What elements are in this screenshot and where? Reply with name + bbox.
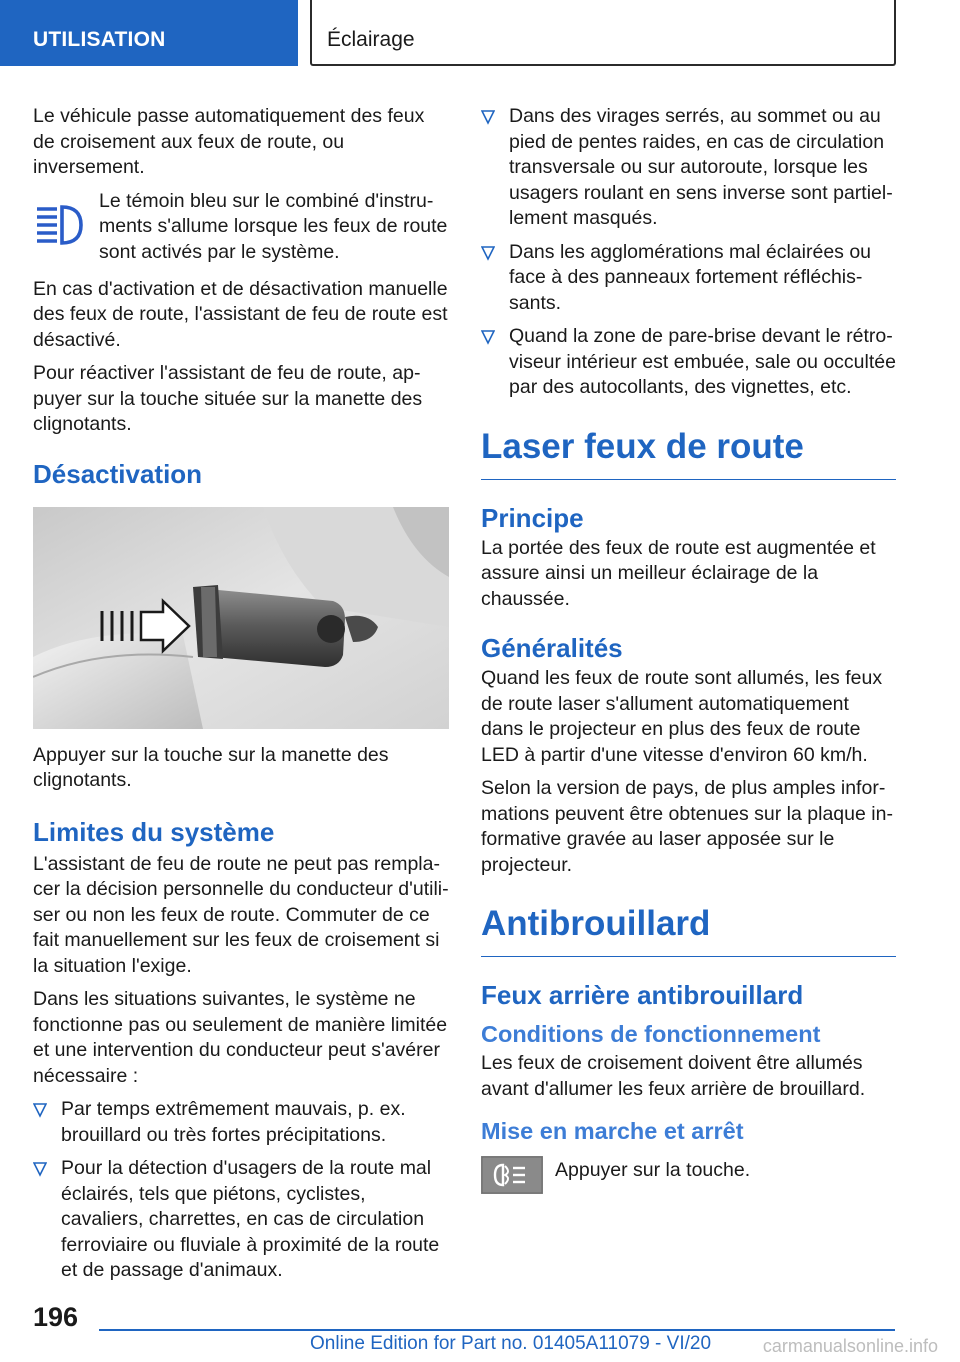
triangle-bullet-icon <box>33 1099 47 1119</box>
left-column <box>33 104 449 1292</box>
triangle-bullet-icon <box>33 1158 47 1178</box>
list-item-text: Dans les agglomérations mal éclairées ou face à des panneaux fortement réfléchissants. <box>509 240 872 314</box>
list-item <box>33 1097 449 1148</box>
chapter-tab <box>0 0 298 66</box>
footer-rule <box>99 1329 895 1331</box>
paragraph: L'assistant de feu de route ne peut pas remplacer la décision personnelle du conducteur d'utiliser ou non les feux de route. Commuter de ce fait manuellement sur les feux de croisement si la situation l'exige. <box>33 852 449 977</box>
paragraph: Les feux de croisement doivent être allumés avant d'allumer les feux arrière de brouillard. <box>481 1052 866 1100</box>
edition-text: Online Edition for Part no. 01405A11079 - VI/20 <box>310 1333 712 1354</box>
button-block <box>481 1156 896 1196</box>
paragraph: Appuyer sur la touche sur la manette des clignotants. <box>33 743 389 791</box>
paragraph: Dans les situations suivantes, le système ne fonctionne pas ou seulement de manière limitée et une intervention du conducteur peut s'avérer nécessaire : <box>33 988 448 1087</box>
watermark: carmanualsonline.info <box>762 1336 938 1356</box>
limits-list-right <box>481 104 896 401</box>
heading-mise-en-marche: Mise en marche et arrêt <box>481 1118 744 1144</box>
list-item-text: Par temps extrêmement mauvais, p. ex. brouillard ou très fortes précipitations. <box>61 1098 406 1146</box>
heading-desactivation: Désactivation <box>33 458 203 489</box>
heading-antibrouillard: Antibrouillard <box>481 902 896 957</box>
list-item <box>481 104 896 232</box>
paragraph: Appuyer sur la touche. <box>555 1159 751 1181</box>
heading-generalites: Généralités <box>481 633 623 663</box>
paragraph: Pour réactiver l'assistant de feu de route, appuyer sur la touche située sur la manette des clignotants. <box>33 362 423 435</box>
heading-limites: Limites du système <box>33 816 275 847</box>
section-header <box>310 0 896 66</box>
triangle-bullet-icon <box>481 106 495 126</box>
list-item <box>481 324 896 401</box>
indicator-block <box>33 189 449 269</box>
triangle-bullet-icon <box>481 326 495 346</box>
list-item-text: Dans des virages serrés, au sommet ou au pied de pentes raides, en cas de circulation transversale ou sur autoroute, lorsque les usagers roulant en sens inverse sont partiellement masqués. <box>509 105 893 229</box>
page-number: 196 <box>33 1302 79 1332</box>
right-column <box>481 104 896 1196</box>
limits-list-left <box>33 1097 449 1284</box>
section-header-title: Éclairage <box>327 28 415 51</box>
blue-high-beam-indicator-icon <box>33 195 85 255</box>
heading-laser-feux-de-route: Laser feux de route <box>481 425 896 480</box>
list-item <box>33 1156 449 1284</box>
indicator-text: Le témoin bleu sur le combiné d'instruments s'allume lorsque les feux de route sont activés par le système. <box>99 189 448 263</box>
heading-feux-arriere-antibrouillard: Feux arrière antibrouillard <box>481 980 804 1010</box>
heading-principe: Principe <box>481 502 584 533</box>
turn-signal-lever-button-photo <box>33 507 449 729</box>
triangle-bullet-icon <box>481 242 495 262</box>
list-item-text: Quand la zone de pare-brise devant le rétroviseur intérieur est embuée, sale ou occultée par des autocollants, des vignettes, etc. <box>509 325 896 398</box>
paragraph: La portée des feux de route est augmentée et assure ainsi un meilleur éclairage de la chaussée. <box>481 536 876 610</box>
rear-fog-light-button-icon <box>481 1156 543 1194</box>
paragraph: Selon la version de pays, de plus amples informations peuvent être obtenues sur la plaque informative gravée au laser apposée sur le projecteur. <box>481 777 893 876</box>
chapter-tab-label: UTILISATION <box>33 28 166 51</box>
paragraph: Le véhicule passe automatiquement des feux de croisement aux feux de route, ou inversement. <box>33 105 425 178</box>
list-item-text: Pour la détection d'usagers de la route mal éclairés, tels que piétons, cyclistes, cavaliers, charrettes, en cas de circulation ferroviaire ou fluviale à proximité de la route et de passage d'animaux. <box>61 1157 440 1281</box>
paragraph: En cas d'activation et de désactivation manuelle des feux de route, l'assistant de feu de route est désactivé. <box>33 277 448 351</box>
list-item <box>481 240 896 317</box>
heading-conditions: Conditions de fonctionnement <box>481 1021 821 1047</box>
paragraph: Quand les feux de route sont allumés, les feux de route laser s'allument automatiquement dans le projecteur en plus des feux de route LED à partir d'une vitesse d'environ 60 km/h. <box>481 667 883 766</box>
